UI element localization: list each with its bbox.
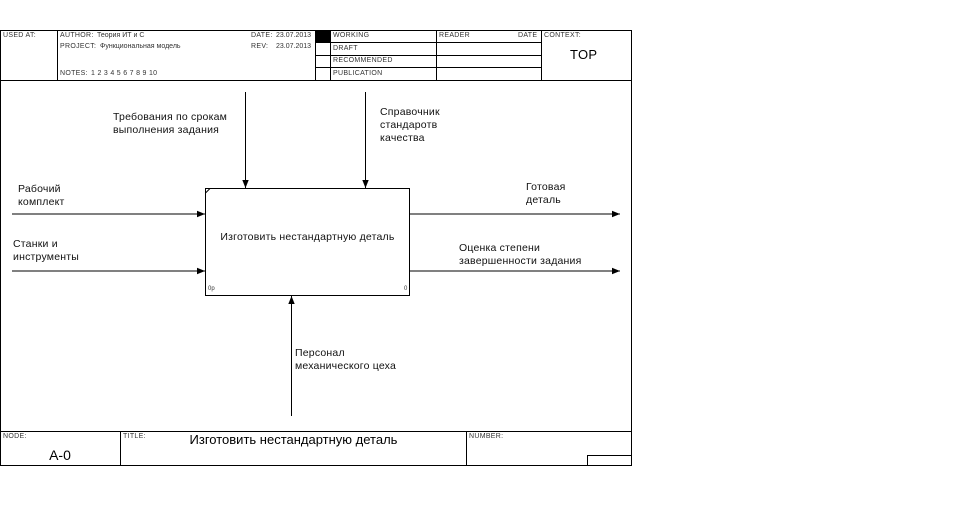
project-label: PROJECT:: [60, 43, 97, 50]
control-label-1: Требования по срокам выполнения задания: [113, 111, 228, 136]
status-draft: DRAFT: [333, 45, 358, 52]
project-value: Функциональная модель: [100, 43, 181, 50]
title-value: Изготовить нестандартную деталь: [189, 432, 398, 447]
control-label-2: Справочник стандаротв качества: [380, 106, 440, 144]
title-label: TITLE:: [123, 433, 146, 440]
output-label-2: Оценка степени завершенности задания: [459, 242, 582, 267]
date-value: 23.07.2013: [276, 32, 312, 39]
input-label-1: Рабочий комплект: [18, 183, 65, 208]
activity-marker: 0p: [208, 286, 215, 292]
node-value: А-0: [49, 447, 71, 463]
context-value: TOP: [570, 47, 598, 62]
rev-value: 23.07.2013: [276, 43, 312, 50]
reader-label: READER: [439, 32, 470, 39]
notes-value: 1 2 3 4 5 6 7 8 9 10: [91, 70, 158, 77]
status-recommended: RECOMMENDED: [333, 57, 393, 64]
author-value: Теория ИТ и С: [97, 32, 145, 39]
working-marker: [316, 31, 330, 42]
rev-label: REV:: [251, 43, 269, 50]
context-label: CONTEXT:: [544, 32, 582, 39]
date-label: DATE:: [251, 32, 273, 39]
status-working: WORKING: [333, 32, 370, 39]
status-publication: PUBLICATION: [333, 70, 383, 77]
output-label-1: Готовая деталь: [526, 181, 566, 206]
used-at-label: USED AT:: [3, 32, 37, 39]
activity-number: 0: [404, 286, 408, 292]
author-label: AUTHOR:: [60, 32, 94, 39]
mechanism-label-1: Персонал механического цеха: [295, 347, 397, 372]
node-label: NODE:: [3, 433, 27, 440]
notes-label: NOTES:: [60, 70, 88, 77]
number-label: NUMBER:: [469, 433, 504, 440]
activity-label: Изготовить нестандартную деталь: [220, 231, 395, 243]
input-label-2: Станки и инструменты: [13, 238, 79, 263]
reader-date-label: DATE: [518, 32, 538, 39]
